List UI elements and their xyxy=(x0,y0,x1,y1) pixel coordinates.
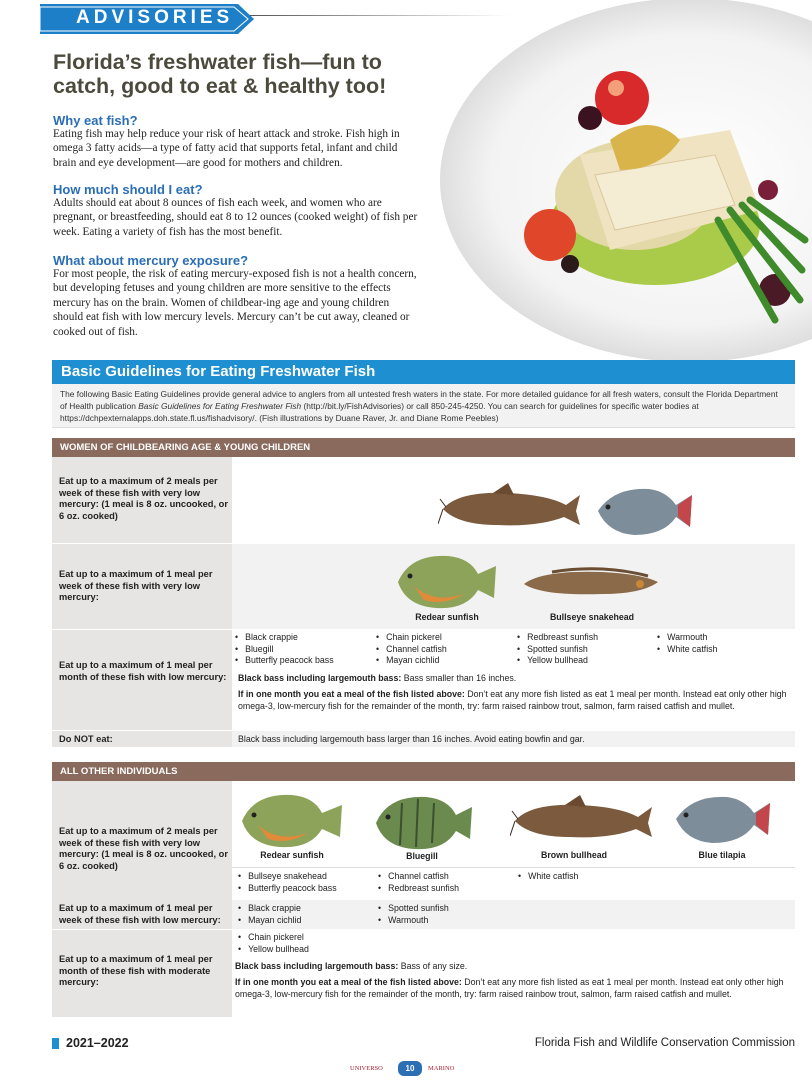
list-item: • Butterfly peacock bass xyxy=(238,883,337,895)
fish-list xyxy=(376,632,447,667)
fish-list xyxy=(238,871,337,894)
list-item: • White catfish xyxy=(657,644,717,656)
others-row-1-meal-month xyxy=(52,930,795,1018)
row-label: Eat up to a maximum of 1 meal per month of these fish with low mercury: xyxy=(59,660,227,682)
women-table xyxy=(52,438,795,746)
guidelines-intro xyxy=(52,384,795,428)
list-item: • Spotted sunfish xyxy=(517,644,598,656)
monthly-guideline-text: Don’t eat any more fish listed as eat 1 meal per month. Instead eat only other high omega-3, low-mercury fish for the remainder of the month, try: farm raised rainbow trout, salmon, farm raised catfish and mullet. xyxy=(238,689,787,711)
page-number: 10 xyxy=(398,1061,422,1076)
monthly-guideline-text: Don’t eat any more fish listed as eat 1 meal per month. Instead eat only other high omega-3, low-mercury fish for the remainder of the month, try: farm raised rainbow trout, salmon, farm raised catfish and mullet. xyxy=(235,977,784,999)
do-not-eat-text: Black bass including largemouth bass larger than 16 inches. Avoid eating bowfin and gar. xyxy=(238,734,585,744)
list-item: • Mayan cichlid xyxy=(238,915,301,927)
why-eat-fish-heading: Why eat fish? xyxy=(53,113,138,128)
page-title: Florida’s freshwater fish—fun to catch, good to eat & healthy too! xyxy=(53,50,387,98)
fish-caption: Bullseye snakehead xyxy=(549,612,635,622)
page-mark-right: MARINO xyxy=(428,1065,455,1072)
list-item: • Channel catfish xyxy=(376,644,447,656)
fish-caption: Redear sunfish xyxy=(415,612,479,622)
list-item: • Warmouth xyxy=(657,632,717,644)
list-item: • Yellow bullhead xyxy=(238,944,309,956)
list-item: • Chain pickerel xyxy=(238,932,309,944)
women-row-2-meals-week xyxy=(52,457,795,544)
footer-organization: Florida Fish and Wildlife Conservation Commission xyxy=(534,1037,795,1049)
others-table-header: ALL OTHER INDIVIDUALS xyxy=(52,762,795,781)
bass-guideline-text: Bass smaller than 16 inches. xyxy=(401,673,517,683)
row-divider xyxy=(232,867,795,868)
others-row-1-meal-week xyxy=(52,900,795,930)
banner-label: ADVISORIES xyxy=(76,7,234,28)
list-item: • Mayan cichlid xyxy=(376,655,447,667)
fish-caption: Bluegill xyxy=(406,851,438,861)
brown-bullhead-illustration xyxy=(438,479,582,535)
list-item: • Bullseye snakehead xyxy=(238,871,337,883)
blue-tilapia-illustration xyxy=(672,789,772,849)
row-label: Eat up to a maximum of 1 meal per week of these fish with very low mercury: xyxy=(59,569,213,602)
brown-bullhead-illustration xyxy=(510,791,654,847)
others-table xyxy=(52,762,795,1018)
fish-list xyxy=(235,632,334,667)
bass-guideline-label: Black bass including largemouth bass: xyxy=(235,961,399,971)
bass-guideline-label: Black bass including largemouth bass: xyxy=(238,673,402,683)
fish-caption: Blue tilapia xyxy=(698,850,746,860)
guidelines-intro-text: The following Basic Eating Guidelines provide general advice to anglers from all untested fresh waters in the state. For more detailed guidance for all fresh waters, consult the Florida Department of Health publication xyxy=(60,389,778,411)
page-mark-left: UNIVERSO xyxy=(350,1065,383,1072)
mercury-text: For most people, the risk of eating mercury-exposed fish is not a health concern, but developing fetuses and young children are more sensitive to the effects mercury has on the brain. Women of childbear-ing age and young children should eat fish with low mercury levels. Mercury can’t be cut away, cleaned or cooked out of fish. xyxy=(53,268,417,338)
fish-plate-photo xyxy=(430,0,812,360)
guidelines-title: Basic Guidelines for Eating Freshwater Fish xyxy=(61,363,376,380)
fish-list xyxy=(378,871,459,894)
monthly-guideline-label: If in one month you eat a meal of the fish listed above: xyxy=(238,689,465,699)
list-item: • Spotted sunfish xyxy=(378,903,449,915)
guidelines-intro-text-2: (http://bit.ly/FishAdvisories) or call 850-245-4250. You can search for guidelines for specific water bodies at https://dchpexternalapps.doh.state.fl.us/fishadvisory/. (Fish illustrations by Duane Raver, Jr. and Diane Rome Peebles) xyxy=(60,401,699,423)
monthly-guideline xyxy=(238,689,788,712)
list-item: • Chain pickerel xyxy=(376,632,447,644)
bass-guideline-text: Bass of any size. xyxy=(398,961,468,971)
monthly-guideline xyxy=(235,977,790,1000)
others-row-2-meals-week xyxy=(52,781,795,914)
how-much-heading: How much should I eat? xyxy=(53,182,203,197)
footer-year: 2021–2022 xyxy=(66,1036,129,1050)
row-label: Eat up to a maximum of 2 meals per week of these fish with very low mercury: (1 meal is 8 oz. uncooked, or 6 oz. cooked) xyxy=(59,476,228,521)
monthly-guideline-label: If in one month you eat a meal of the fish listed above: xyxy=(235,977,462,987)
women-row-1-meal-week xyxy=(52,544,795,630)
mercury-heading: What about mercury exposure? xyxy=(53,253,249,268)
list-item: • White catfish xyxy=(518,871,578,883)
bluegill-illustration xyxy=(372,789,476,853)
list-item: • Redbreast sunfish xyxy=(517,632,598,644)
guidelines-header xyxy=(52,360,795,384)
list-item: • Black crappie xyxy=(235,632,334,644)
fish-list xyxy=(518,871,578,883)
list-item: • Yellow bullhead xyxy=(517,655,598,667)
list-item: • Bluegill xyxy=(235,644,334,656)
page-number-mark xyxy=(350,1061,470,1077)
women-row-1-meal-month xyxy=(52,630,795,731)
redear-sunfish-illustration xyxy=(238,787,346,851)
list-item: • Channel catfish xyxy=(378,871,459,883)
bass-guideline xyxy=(238,673,788,685)
fish-caption: Redear sunfish xyxy=(260,850,324,860)
list-item: • Redbreast sunfish xyxy=(378,883,459,895)
row-label: Eat up to a maximum of 1 meal per month of these fish with moderate mercury: xyxy=(59,954,213,987)
fish-list xyxy=(378,903,449,926)
list-item: • Black crappie xyxy=(238,903,301,915)
row-label: Do NOT eat: xyxy=(59,734,113,744)
guidelines-publication: Basic Guidelines for Eating Freshwater Fish xyxy=(138,401,302,411)
women-row-do-not-eat xyxy=(52,731,795,748)
redear-sunfish-illustration xyxy=(394,548,500,612)
bullseye-snakehead-illustration xyxy=(522,562,664,602)
fish-list xyxy=(517,632,598,667)
how-much-text: Adults should eat about 8 ounces of fish each week, and women who are pregnant, or breastfeeding, should eat 8 to 12 ounces (cooked weight) of fish per week. Eating a variety of fish has the most benefit. xyxy=(53,197,418,238)
row-label: Eat up to a maximum of 2 meals per week of these fish with very low mercury: (1 meal is 8 oz. uncooked, or 6 oz. cooked) xyxy=(59,826,228,871)
blue-tilapia-illustration xyxy=(594,481,694,541)
footer-accent xyxy=(52,1038,59,1049)
row-label: Eat up to a maximum of 1 meal per week of these fish with low mercury: xyxy=(59,903,221,925)
fish-list xyxy=(238,903,301,926)
why-eat-fish-text: Eating fish may help reduce your risk of heart attack and stroke. Fish high in omega 3 fatty acids—a type of fatty acid that supports fetal, infant and child brain and eye development—are good for mothers and children. xyxy=(53,128,400,169)
fish-list xyxy=(238,932,309,955)
list-item: • Butterfly peacock bass xyxy=(235,655,334,667)
women-table-header: WOMEN OF CHILDBEARING AGE & YOUNG CHILDREN xyxy=(52,438,795,457)
fish-list xyxy=(657,632,717,655)
advisories-banner xyxy=(40,4,252,32)
bass-guideline xyxy=(235,961,790,973)
fish-caption: Brown bullhead xyxy=(541,850,607,860)
list-item: • Warmouth xyxy=(378,915,449,927)
